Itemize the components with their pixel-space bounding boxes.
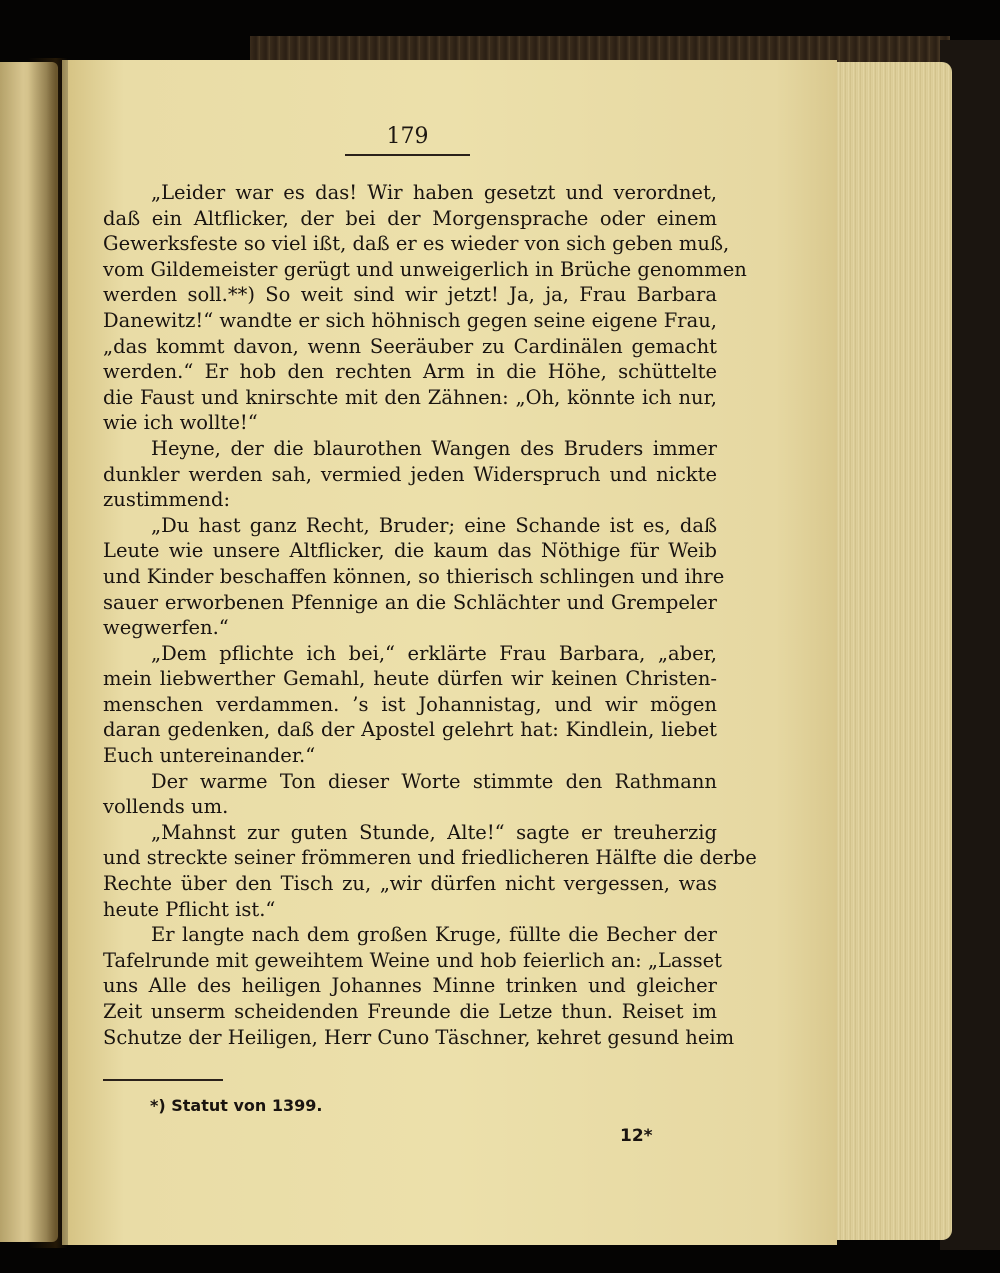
- text-line: wie ich wollte!“: [103, 411, 258, 435]
- text-line: Leute wie unsere Altflicker, die kaum das Nöthige für Weib: [103, 539, 717, 563]
- text-line: vollends um.: [103, 795, 229, 819]
- book-spine-top: [250, 36, 950, 62]
- body-text: [103, 180, 757, 1050]
- text-line: Schutze der Heiligen, Herr Cuno Täschner, kehret gesund heim: [103, 1025, 735, 1049]
- text-line: und streckte seiner frömmeren und friedlicheren Hälfte die derbe: [103, 846, 757, 870]
- text-line: mein liebwerther Gemahl, heute dürfen wir keinen Christen-: [103, 667, 717, 691]
- text-line: sauer erworbenen Pfennige an die Schlächter und Grempeler: [103, 590, 717, 614]
- text-line: zustimmend:: [103, 488, 231, 512]
- footnote: *) Statut von 1399.: [150, 1096, 323, 1115]
- text-line: Der warme Ton dieser Worte stimmte den Rathmann: [151, 769, 717, 793]
- signature-mark: 12*: [620, 1126, 653, 1146]
- text-line: daran gedenken, daß der Apostel gelehrt hat: Kindlein, liebet: [103, 718, 717, 742]
- footnote-rule: [103, 1079, 223, 1081]
- page-edges: [837, 62, 952, 1240]
- text-line: und Kinder beschaffen können, so thierisch schlingen und ihre: [103, 564, 725, 588]
- text-line: Euch untereinander.“: [103, 744, 316, 768]
- text-line: Tafelrunde mit geweihtem Weine und hob feierlich an: „Lasset: [103, 948, 722, 972]
- text-line: werden soll.**) So weit sind wir jetzt! Ja, ja, Frau Barbara: [103, 283, 717, 307]
- page-number: 179: [386, 124, 429, 149]
- page-number-rule: [345, 154, 470, 156]
- text-line: menschen verdammen. ’s ist Johannistag, und wir mögen: [103, 692, 717, 716]
- text-line: daß ein Altflicker, der bei der Morgensprache oder einem: [103, 206, 717, 230]
- text-line: heute Pflicht ist.“: [103, 897, 276, 921]
- text-line: Er langte nach dem großen Kruge, füllte die Becher der: [151, 923, 717, 947]
- text-line: „das kommt davon, wenn Seeräuber zu Cardinälen gemacht: [103, 334, 717, 358]
- text-line: dunkler werden sah, vermied jeden Widerspruch und nickte: [103, 462, 717, 486]
- text-line: wegwerfen.“: [103, 616, 229, 640]
- text-line: die Faust und knirschte mit den Zähnen: „Oh, könnte ich nur,: [103, 385, 717, 409]
- text-line: uns Alle des heiligen Johannes Minne trinken und gleicher: [103, 974, 717, 998]
- page-gutter: [28, 58, 68, 1248]
- text-line: werden.“ Er hob den rechten Arm in die Höhe, schüttelte: [103, 360, 717, 384]
- text-line: Heyne, der die blaurothen Wangen des Bruders immer: [151, 436, 717, 460]
- text-line: „Dem pflichte ich bei,“ erklärte Frau Barbara, „aber,: [151, 641, 717, 665]
- text-line: Rechte über den Tisch zu, „wir dürfen nicht vergessen, was: [103, 872, 717, 896]
- text-line: „Mahnst zur guten Stunde, Alte!“ sagte er treuherzig: [151, 820, 717, 844]
- text-line: vom Gildemeister gerügt und unweigerlich in Brüche genommen: [103, 257, 747, 281]
- text-line: Danewitz!“ wandte er sich höhnisch gegen seine eigene Frau,: [103, 308, 717, 332]
- text-line: Gewerksfeste so viel ißt, daß er es wieder von sich geben muß,: [103, 232, 730, 256]
- text-line: „Leider war es das! Wir haben gesetzt und verordnet,: [151, 181, 717, 204]
- text-line: Zeit unserm scheidenden Freunde die Letze thun. Reiset im: [103, 1000, 717, 1023]
- text-line: „Du hast ganz Recht, Bruder; eine Schande ist es, daß: [151, 513, 717, 537]
